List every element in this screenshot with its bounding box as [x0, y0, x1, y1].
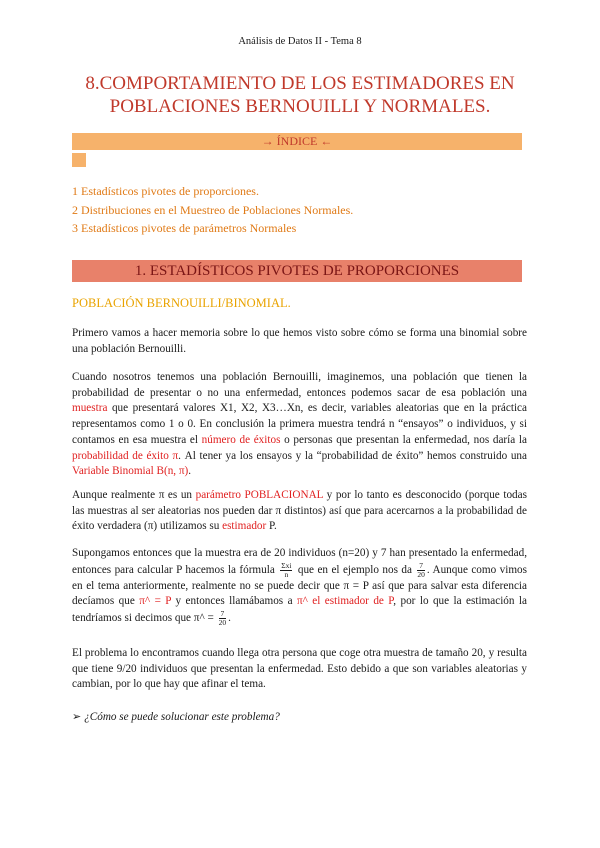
fraction-numerator: 7 [220, 609, 225, 619]
fraction-denominator: 20 [218, 618, 227, 628]
title-line-1: 8.COMPORTAMIENTO DE LOS ESTIMADORES EN [85, 73, 515, 94]
fraction-numerator: 7 [419, 560, 423, 570]
text-span: . [228, 612, 231, 625]
text-span: y entonces llamábamos a [171, 595, 297, 608]
section-heading: 1. ESTADÍSTICOS PIVOTES DE PROPORCIONES [72, 260, 522, 282]
subheading: POBLACIÓN BERNOUILLI/BINOMIAL. [72, 296, 291, 310]
page-header: Análisis de Datos II - Tema 8 [238, 36, 362, 47]
toc-item[interactable]: 1 Estadísticos pivotes de proporciones. [72, 184, 259, 198]
paragraph-ejemplo [72, 546, 527, 627]
text-span: Aunque realmente π es un [72, 489, 196, 501]
text-span: . Al tener ya los ensayos y la “probabilidad de éxito” hemos construido una [178, 449, 527, 462]
highlight-pi-hat: π^ = P [139, 595, 172, 608]
text-span: , por lo que la estimación la tendríamos si decimos que π^ = [72, 595, 527, 625]
text-span: . Aunque como vimos en el tema anteriormente, realmente no se puede decir que π = P así que para salvar esta diferencia decíamos que [72, 563, 527, 608]
fraction-numerator: Σxi [281, 560, 292, 570]
arrow-bullet-icon: ➢ [72, 711, 82, 723]
text-span: P. [266, 520, 277, 533]
text-span: que presentará valores X1, X2, X3…Xn, es decir, variables aleatorias que en la práctica representamos como 1 o 0. En conclusión la primera muestra tendrá n “ensayos” o individuos, y si contamos en esa muestra el [72, 402, 527, 446]
estimate-fraction [219, 610, 227, 627]
highlight-muestra: muestra [72, 402, 108, 415]
question-text: ¿Cómo se puede solucionar este problema? [84, 711, 280, 723]
text-span: . [188, 465, 192, 478]
highlight-probabilidad: probabilidad de éxito π [72, 449, 179, 462]
paragraph-bernouilli [72, 370, 527, 480]
title-line-2: POBLACIONES BERNOUILLI Y NORMALES. [109, 96, 491, 117]
highlight-estimador-p: π^ el estimador de P [296, 595, 394, 608]
text-span: Cuando nosotros tenemos una población Bernouilli, imaginemos, una población que tienen la probabilidad de presentar o no una enfermedad, entonces podemos sacar de esa población una [72, 371, 527, 399]
index-banner: → ÍNDICE ← [72, 133, 522, 150]
document-title [40, 72, 560, 118]
highlight-exitos: número de éxitos [201, 433, 281, 446]
example-fraction [417, 562, 425, 579]
paragraph-problema: El problema lo encontramos cuando llega otra persona que coge otra muestra de tamaño 20, y resulta que tiene 9/20 individuos que presentan la enfermedad. Esto debido a que son variables aleatorias y cambian, por lo que hay que afinar el tema. [72, 647, 527, 691]
text-span: o personas que presentan la enfermedad, nos daría la [280, 433, 527, 446]
highlight-binomial: Variable Binomial B(n, π) [72, 465, 189, 478]
paragraph-intro: Primero vamos a hacer memoria sobre lo que hemos visto sobre cómo se forma una binomial sobre una población Bernouilli. [72, 327, 527, 355]
question-item [72, 710, 280, 723]
highlight-estimador: estimador [222, 520, 267, 533]
highlight-parametro: parámetro POBLACIONAL [195, 489, 324, 501]
toc-item[interactable]: 2 Distribuciones en el Muestreo de Poblaciones Normales. [72, 202, 354, 217]
fraction-denominator: n [284, 569, 289, 579]
fraction-denominator: 20 [417, 569, 425, 579]
formula-fraction [280, 562, 292, 579]
text-span: y por lo tanto es desconocido (porque todas las muestras al ser aleatorias nos pueden dar π distintos) así que para acercarnos a la probabilidad de éxito verdadera (π) utilizamos su [72, 489, 527, 533]
table-of-contents [72, 182, 353, 238]
text-span: Supongamos entonces que la muestra era de 20 individuos (n=20) y 7 han presentado la enfermedad, entonces para calcular P hacemos la fórmula [72, 547, 527, 576]
toc-item[interactable]: 3 Estadísticos pivotes de parámetros Normales [72, 221, 297, 235]
text-span: que en el ejemplo nos da [294, 563, 416, 576]
index-marker [72, 153, 86, 167]
paragraph-parametro [72, 488, 527, 535]
